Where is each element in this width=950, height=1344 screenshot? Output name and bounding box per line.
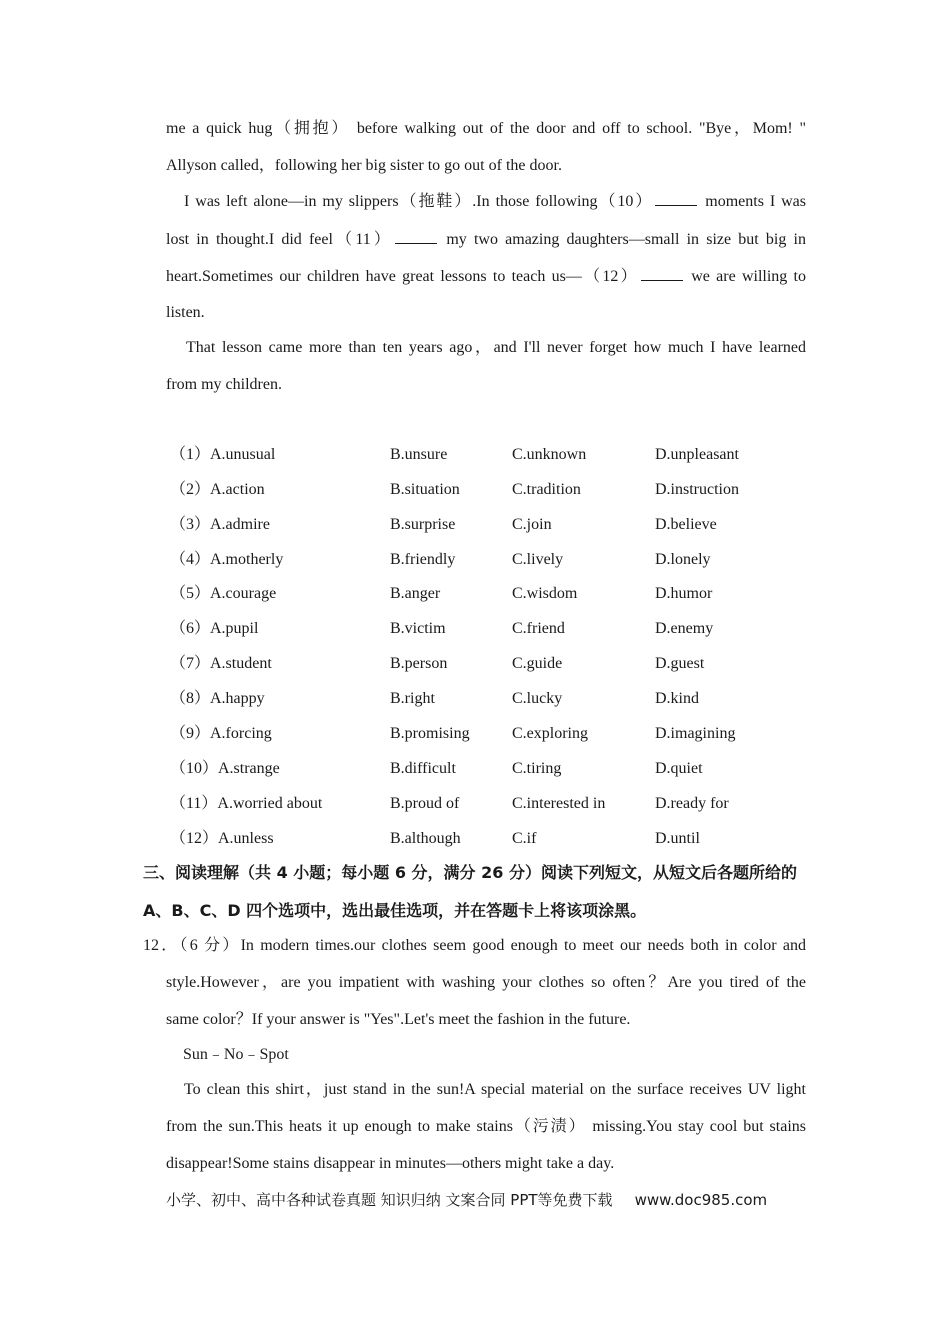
- option-d: D.imagining: [655, 725, 736, 742]
- passage-line-3-part-1: I was left alone—in my slippers（拖鞋）.In those following（10）: [184, 193, 654, 210]
- q12-line-4: To clean this shirt，just stand in the sun!A special material on the surface receives UV light: [184, 1081, 806, 1098]
- option-b: B.although: [390, 830, 461, 847]
- option-c: C.tradition: [512, 481, 581, 498]
- option-b: B.promising: [390, 725, 470, 742]
- option-d: D.enemy: [655, 620, 714, 637]
- passage-line-5-part-1: heart.Sometimes our children have great lessons to teach us—（12）: [166, 268, 639, 285]
- passage-line-6: listen.: [166, 304, 205, 321]
- passage-line-8: from my children.: [166, 376, 282, 393]
- q12-line-2: style.However，are you impatient with washing your clothes so often？Are you tired of the: [166, 974, 806, 991]
- option-b: B.difficult: [390, 760, 456, 777]
- passage-line-4-part-1: lost in thought.I did feel（11）: [166, 231, 394, 248]
- passage-line-3-part-2: moments I was: [705, 193, 807, 210]
- option-d: D.instruction: [655, 481, 739, 498]
- option-d: D.ready for: [655, 795, 729, 812]
- option-b: B.unsure: [390, 446, 448, 463]
- option-a: （1）A.unusual: [170, 446, 276, 463]
- option-d: D.guest: [655, 655, 705, 672]
- footer: [166, 1190, 767, 1210]
- option-a: （4）A.motherly: [170, 551, 284, 568]
- option-d: D.quiet: [655, 760, 703, 777]
- passage-line-4: [166, 229, 806, 250]
- passage-line-4-part-2: my two amazing daughters—small in size but big in: [446, 231, 806, 248]
- option-c: C.if: [512, 830, 537, 847]
- option-c: C.lucky: [512, 690, 563, 707]
- option-d: D.until: [655, 830, 700, 847]
- section-heading-line-1: 三、阅读理解（共 4 小题；每小题 6 分，满分 26 分）阅读下列短文，从短文后各题所给的: [143, 863, 797, 882]
- option-d: D.lonely: [655, 551, 711, 568]
- q12-line-1: 12．（6 分）In modern times.our clothes seem good enough to meet our needs both in color and: [143, 937, 806, 954]
- passage-line-5-part-2: we are willing to: [691, 268, 807, 285]
- option-d: D.kind: [655, 690, 699, 707]
- option-d: D.believe: [655, 516, 717, 533]
- option-b: B.victim: [390, 620, 446, 637]
- option-b: B.situation: [390, 481, 460, 498]
- option-c: C.wisdom: [512, 585, 578, 602]
- option-c: C.lively: [512, 551, 564, 568]
- passage-line-5: [166, 266, 806, 287]
- option-c: C.exploring: [512, 725, 588, 742]
- option-a: （7）A.student: [170, 655, 272, 672]
- option-b: B.anger: [390, 585, 441, 602]
- section-heading-line-2: A、B、C、D 四个选项中，选出最佳选项，并在答题卡上将该项涂黑。: [143, 901, 647, 920]
- option-a: （11）A.worried about: [170, 795, 323, 812]
- option-a: （9）A.forcing: [170, 725, 272, 742]
- blank-11: [395, 229, 437, 244]
- q12-product-title: Sun﹣No﹣Spot: [183, 1046, 289, 1063]
- option-c: C.tiring: [512, 760, 562, 777]
- passage-line-3: [184, 191, 806, 212]
- option-c: C.join: [512, 516, 552, 533]
- option-d: D.humor: [655, 585, 713, 602]
- blank-10: [655, 191, 697, 206]
- option-a: （6）A.pupil: [170, 620, 259, 637]
- blank-12: [641, 266, 683, 281]
- option-c: C.guide: [512, 655, 563, 672]
- option-c: C.friend: [512, 620, 565, 637]
- option-a: （10）A.strange: [170, 760, 280, 777]
- option-a: （12）A.unless: [170, 830, 274, 847]
- option-d: D.unpleasant: [655, 446, 739, 463]
- footer-url[interactable]: www.doc985.com: [634, 1191, 768, 1209]
- passage-line-7: That lesson came more than ten years ago，and I'll never forget how much I have learned: [186, 339, 806, 356]
- option-b: B.right: [390, 690, 435, 707]
- option-a: （2）A.action: [170, 481, 265, 498]
- option-b: B.surprise: [390, 516, 456, 533]
- passage-line-2: Allyson called，following her big sister to go out of the door.: [166, 157, 562, 174]
- q12-line-5: from the sun.This heats it up enough to make stains（污渍） missing.You stay cool but stains: [166, 1118, 806, 1135]
- option-b: B.friendly: [390, 551, 456, 568]
- option-b: B.person: [390, 655, 448, 672]
- footer-text: 小学、初中、高中各种试卷真题 知识归纳 文案合同 PPT等免费下载: [166, 1191, 613, 1209]
- q12-line-6: disappear!Some stains disappear in minutes—others might take a day.: [166, 1155, 615, 1172]
- option-a: （8）A.happy: [170, 690, 265, 707]
- option-a: （3）A.admire: [170, 516, 270, 533]
- option-a: （5）A.courage: [170, 585, 277, 602]
- option-c: C.unknown: [512, 446, 587, 463]
- option-b: B.proud of: [390, 795, 460, 812]
- passage-line-1: me a quick hug（拥抱） before walking out of the door and off to school. "Bye，Mom! ": [166, 120, 806, 137]
- q12-line-3: same color？If your answer is "Yes".Let's meet the fashion in the future.: [166, 1011, 631, 1028]
- option-c: C.interested in: [512, 795, 606, 812]
